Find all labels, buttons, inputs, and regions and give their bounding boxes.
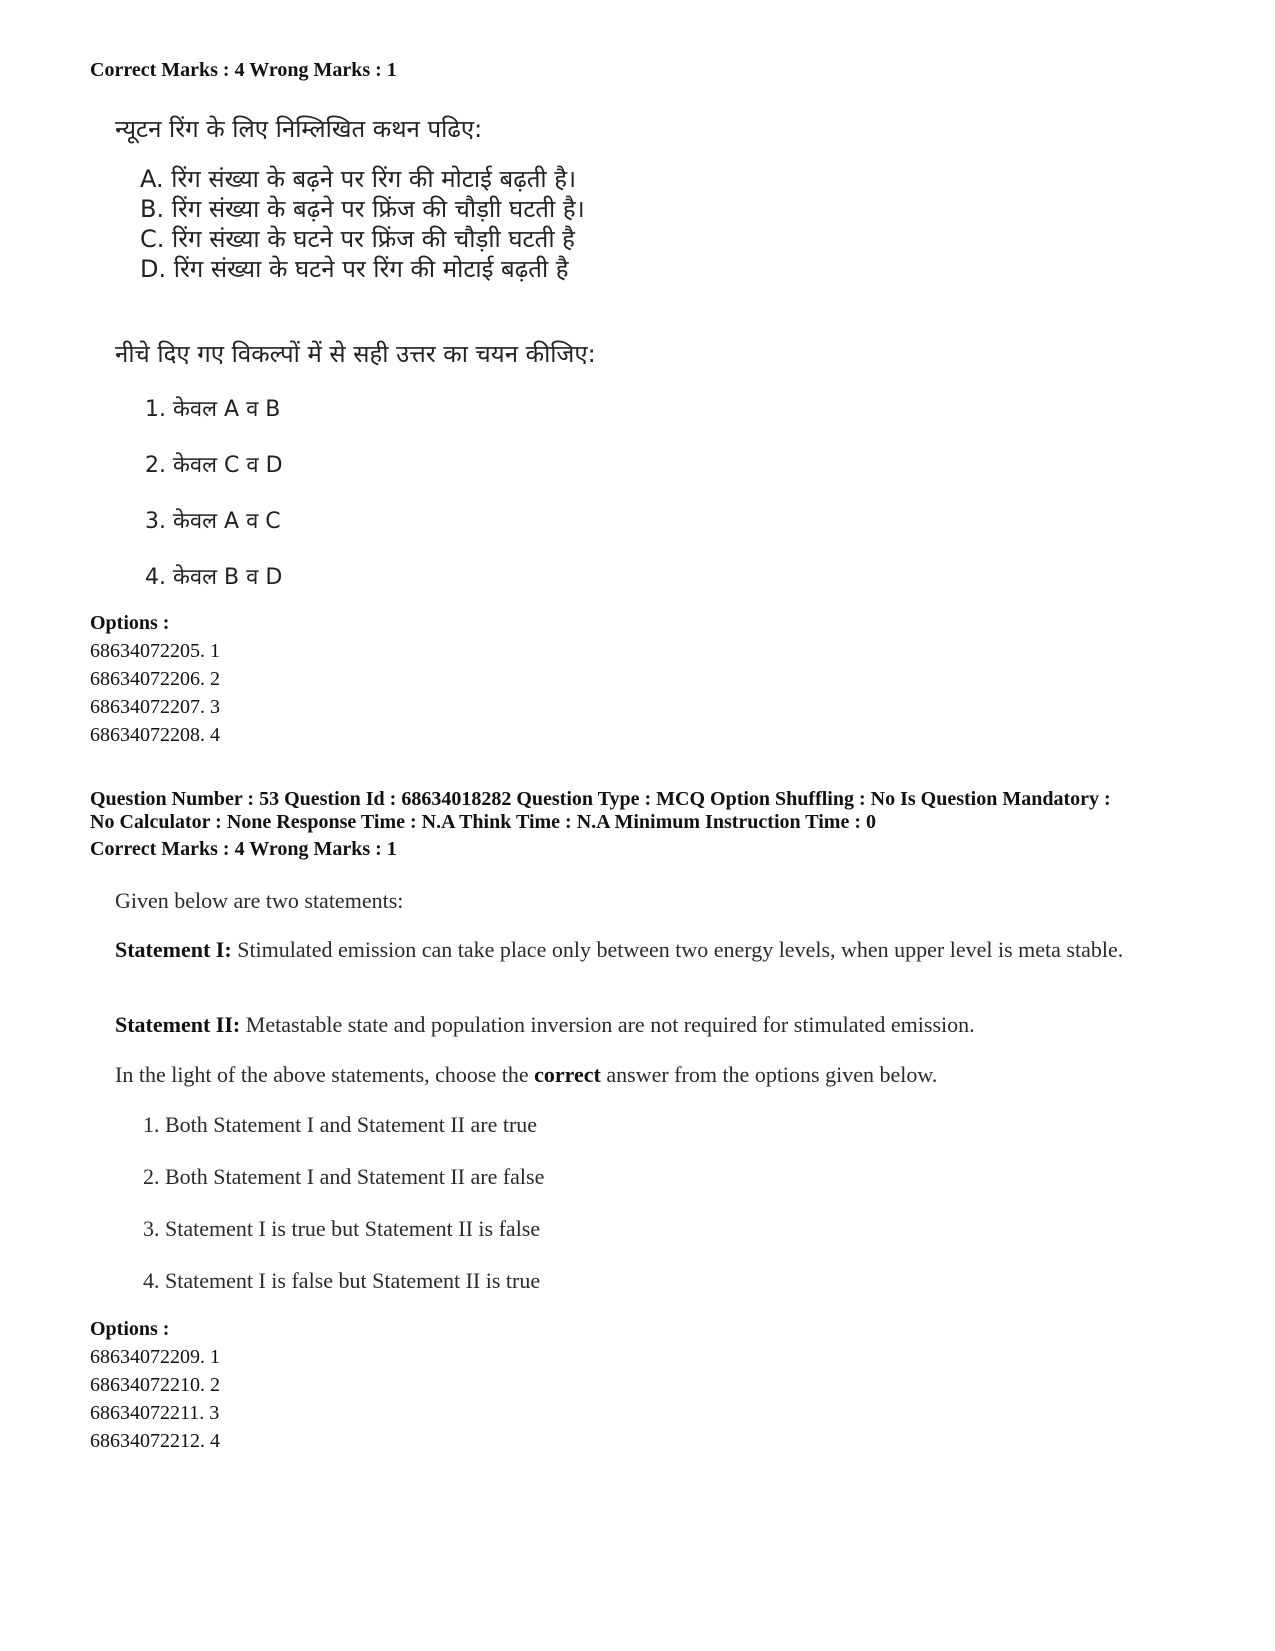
q53-choice-2: 2. Both Statement I and Statement II are false bbox=[143, 1164, 545, 1189]
q52-choice-1: 1. केवल A व B bbox=[145, 397, 281, 422]
q52-statement-d: D. रिंग संख्या के घटने पर रिंग की मोटाई बढ़ती है bbox=[140, 255, 569, 283]
q53-statement-1-label: Statement I: bbox=[115, 937, 232, 962]
q52-options-label: Options : bbox=[90, 612, 170, 634]
q53-option-2: 68634072210. 2 bbox=[90, 1374, 220, 1396]
q52-marks: Correct Marks : 4 Wrong Marks : 1 bbox=[90, 59, 397, 81]
q53-header-line2: No Calculator : None Response Time : N.A Think Time : N.A Minimum Instruction Time : 0 bbox=[90, 811, 876, 833]
q53-statement-2-text: Metastable state and population inversion are not required for stimulated emission. bbox=[240, 1012, 975, 1037]
q53-instruction-pre: In the light of the above statements, choose the bbox=[115, 1062, 535, 1087]
q53-intro: Given below are two statements: bbox=[115, 888, 404, 913]
q53-option-4: 68634072212. 4 bbox=[90, 1430, 220, 1452]
q53-statement-1-text: Stimulated emission can take place only between two energy levels, when upper level is meta stable. bbox=[231, 937, 1124, 962]
q52-choice-3: 3. केवल A व C bbox=[145, 509, 281, 534]
q53-instruction bbox=[115, 1062, 1155, 1088]
q52-option-2: 68634072206. 2 bbox=[90, 668, 220, 690]
q52-choice-2: 2. केवल C व D bbox=[145, 453, 283, 478]
q53-statement-1 bbox=[115, 937, 1155, 963]
q53-header-line1: Question Number : 53 Question Id : 68634018282 Question Type : MCQ Option Shuffling : No Is Question Mandatory : bbox=[90, 788, 1111, 810]
q53-instruction-post: answer from the options given below. bbox=[600, 1062, 938, 1087]
q53-statement-2 bbox=[115, 1012, 1155, 1038]
q52-intro: न्यूटन रिंग के लिए निम्लिखित कथन पढिए: bbox=[115, 115, 483, 143]
q52-option-3: 68634072207. 3 bbox=[90, 696, 220, 718]
q52-choose-prompt: नीचे दिए गए विकल्पों में से सही उत्तर का चयन कीजिए: bbox=[115, 340, 596, 368]
q52-option-1: 68634072205. 1 bbox=[90, 640, 220, 662]
q52-choice-4: 4. केवल B व D bbox=[145, 565, 283, 590]
q53-statement-2-label: Statement II: bbox=[115, 1012, 241, 1037]
q52-statement-b: B. रिंग संख्या के बढ़ने पर फ्रिंज की चौड़ाी घटती है। bbox=[140, 195, 585, 223]
q53-instruction-bold: correct bbox=[534, 1062, 601, 1087]
q53-choice-1: 1. Both Statement I and Statement II are true bbox=[143, 1112, 538, 1137]
q53-choice-4: 4. Statement I is false but Statement II is true bbox=[143, 1268, 541, 1293]
q53-marks: Correct Marks : 4 Wrong Marks : 1 bbox=[90, 838, 397, 860]
q53-option-3: 68634072211. 3 bbox=[90, 1402, 220, 1424]
q52-statement-a: A. रिंग संख्या के बढ़ने पर रिंग की मोटाई बढ़ती है। bbox=[140, 165, 577, 193]
q52-statement-c: C. रिंग संख्या के घटने पर फ्रिंज की चौड़ाी घटती है bbox=[140, 225, 575, 253]
q53-options-label: Options : bbox=[90, 1318, 170, 1340]
q53-choice-3: 3. Statement I is true but Statement II is false bbox=[143, 1216, 541, 1241]
q52-option-4: 68634072208. 4 bbox=[90, 724, 220, 746]
q53-option-1: 68634072209. 1 bbox=[90, 1346, 220, 1368]
